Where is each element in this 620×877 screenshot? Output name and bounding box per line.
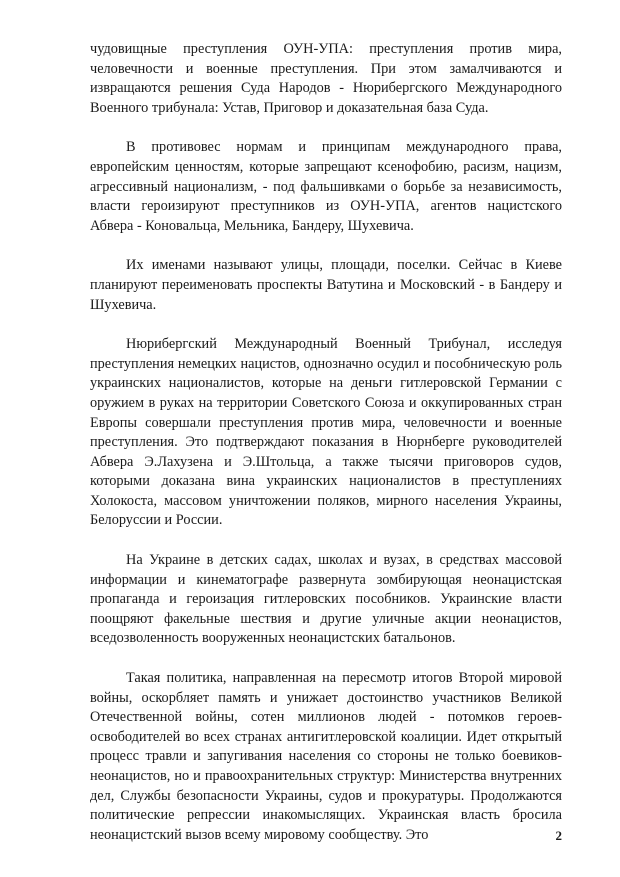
page-number: 2 [555, 828, 562, 843]
body-text [90, 40, 562, 865]
paragraph-2: В противовес нормам и принципам международного права, европейским ценностям, которые запрещают ксенофобию, расизм, нацизм, агрессивный национализм, - под фальшивками о борьбе за независимость, власти героизируют преступников из ОУН-УПА, агентов нацистского Абвера - Коновальца, Мельника, Бандеру, Шухевича. [90, 139, 562, 234]
paragraph-3: Их именами называют улицы, площади, поселки. Сейчас в Киеве планируют переименовать проспекты Ватутина и Московский - в Бандеру и Шухевича. [90, 257, 562, 313]
paragraph-5: На Украине в детских садах, школах и вузах, в средствах массовой информации и кинематографе развернута зомбирующая неонацистская пропаганда и героизация гитлеровских пособников. Украинские власти поощряют факельные шествия и другие уличные акции неонацистов, вседозволенность вооруженных неонацистских батальонов. [90, 552, 562, 647]
paragraph-1: чудовищные преступления ОУН-УПА: преступления против мира, человечности и военные преступления. При этом замалчиваются и извращаются решения Суда Народов - Нюрибергского Международного Военного трибунала: Устав, Приговор и доказательная база Суда. [90, 41, 562, 116]
paragraph-6: Такая политика, направленная на пересмотр итогов Второй мировой войны, оскорбляет память и унижает достоинство участников Великой Отечественной войны, сотен миллионов людей - потомков героев-освободителей во всех странах антигитлеровской коалиции. Идет открытый процесс травли и запугивания населения со стороны не только боевиков-неонацистов, но и правоохранительных структур: Министерства внутренних дел, Службы безопасности Украины, судов и прокуратуры. Продолжаются политические репрессии инакомыслящих. Украинская власть бросила неонацистский вызов всему мировому сообществу. Это [90, 670, 562, 843]
paragraph-4: Нюрибергский Международный Военный Трибунал, исследуя преступления немецких нацистов, однозначно осудил и пособническую роль украинских националистов, которые на деньги гитлеровской Германии с оружием в руках на территории Советского Союза и оккупированных стран Европы совершали преступления против мира, человечности и военные преступления. Это подтверждают показания в Нюрнберге руководителей Абвера Э.Лахузена и Э.Штольца, а также тысячи приговоров судов, которыми доказана вина украинских националистов в преступлениях Холокоста, массовом уничтожении поляков, мирного населения Украины, Белоруссии и России. [90, 336, 562, 529]
